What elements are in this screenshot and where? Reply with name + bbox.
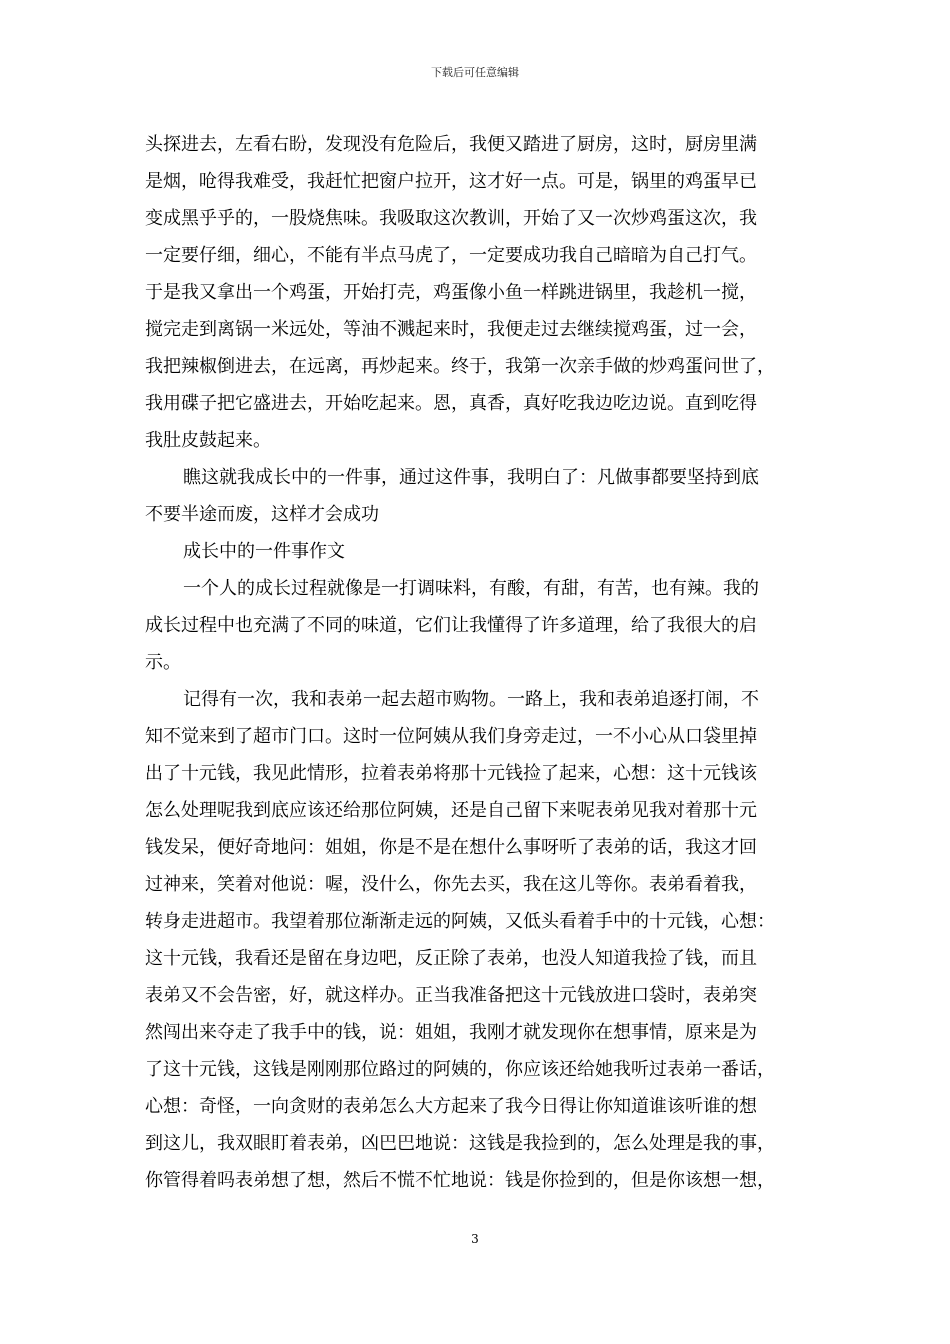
text-line: 这十元钱，我看还是留在身边吧，反正除了表弟，也没人知道我捡了钱，而且 — [145, 948, 757, 969]
text-line: 知不觉来到了超市门口。这时一位阿姨从我们身旁走过，一不小心从口袋里掉 — [145, 726, 757, 747]
text-line: 过神来，笑着对他说：喔，没什么，你先去买，我在这儿等你。表弟看着我， — [145, 874, 757, 895]
text-line: 你管得着吗表弟想了想，然后不慌不忙地说：钱是你捡到的，但是你该想一想， — [145, 1170, 775, 1191]
text-line: 于是我又拿出一个鸡蛋，开始打壳，鸡蛋像小鱼一样跳进锅里，我趁机一搅， — [145, 282, 757, 303]
page-header: 下载后可任意编辑 — [431, 66, 519, 79]
text-line: 记得有一次，我和表弟一起去超市购物。一路上，我和表弟追逐打闹，不 — [183, 689, 759, 710]
text-line: 变成黑乎乎的，一股烧焦味。我吸取这次教训，开始了又一次炒鸡蛋这次，我 — [145, 208, 757, 229]
text-line: 心想：奇怪，一向贪财的表弟怎么大方起来了我今日得让你知道谁该听谁的想 — [145, 1096, 757, 1117]
page-number: 3 — [471, 1232, 479, 1246]
text-line: 出了十元钱，我见此情形，拉着表弟将那十元钱捡了起来，心想：这十元钱该 — [145, 763, 757, 784]
text-line: 瞧这就我成长中的一件事，通过这件事，我明白了：凡做事都要坚持到底 — [183, 467, 759, 488]
text-line: 不要半途而废，这样才会成功 — [145, 504, 379, 525]
text-line: 然闯出来夺走了我手中的钱，说：姐姐，我刚才就发现你在想事情，原来是为 — [145, 1022, 757, 1043]
text-line: 表弟又不会告密，好，就这样办。正当我准备把这十元钱放进口袋时，表弟突 — [145, 985, 757, 1006]
text-line: 成长中的一件事作文 — [183, 541, 345, 562]
text-line: 钱发呆，便好奇地问：姐姐，你是不是在想什么事呀听了表弟的话，我这才回 — [145, 837, 757, 858]
text-line: 头探进去，左看右盼，发现没有危险后，我便又踏进了厨房，这时，厨房里满 — [145, 134, 757, 155]
text-line: 怎么处理呢我到底应该还给那位阿姨，还是自己留下来呢表弟见我对着那十元 — [145, 800, 757, 821]
text-line: 我把辣椒倒进去，在远离，再炒起来。终于，我第一次亲手做的炒鸡蛋问世了， — [145, 356, 775, 377]
text-line: 了这十元钱，这钱是刚刚那位路过的阿姨的，你应该还给她我听过表弟一番话， — [145, 1059, 775, 1080]
text-line: 转身走进超市。我望着那位渐渐走远的阿姨，又低头看着手中的十元钱，心想： — [145, 911, 775, 932]
document-body — [145, 126, 810, 1199]
text-line: 一个人的成长过程就像是一打调味料，有酸，有甜，有苦，也有辣。我的 — [183, 578, 759, 599]
text-line: 成长过程中也充满了不同的味道，它们让我懂得了许多道理，给了我很大的启 — [145, 615, 757, 636]
text-line: 一定要仔细，细心，不能有半点马虎了，一定要成功我自己暗暗为自己打气。 — [145, 245, 757, 266]
text-line: 到这儿，我双眼盯着表弟，凶巴巴地说：这钱是我捡到的，怎么处理是我的事， — [145, 1133, 775, 1154]
text-line: 我用碟子把它盛进去，开始吃起来。恩，真香，真好吃我边吃边说。直到吃得 — [145, 393, 757, 414]
text-line: 示。 — [145, 652, 181, 673]
text-line: 我肚皮鼓起来。 — [145, 430, 271, 451]
text-line: 是烟，呛得我难受，我赶忙把窗户拉开，这才好一点。可是，锅里的鸡蛋早已 — [145, 171, 757, 192]
text-line: 搅完走到离锅一米远处，等油不溅起来时，我便走过去继续搅鸡蛋，过一会， — [145, 319, 757, 340]
